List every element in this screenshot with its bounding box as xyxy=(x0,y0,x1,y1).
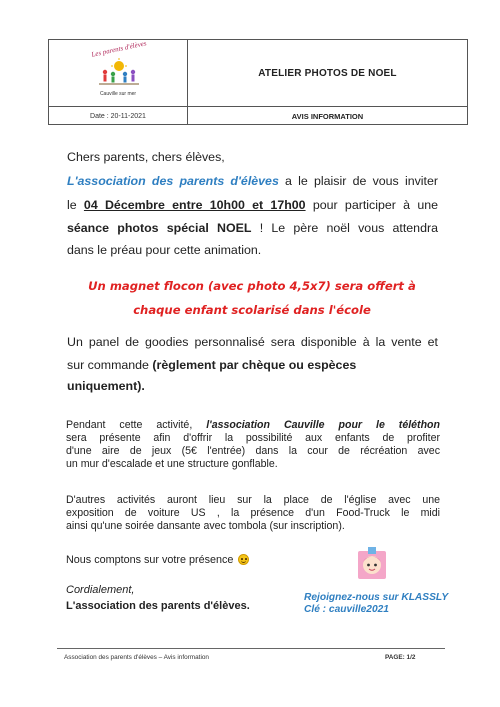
telethon-intro: Pendant cette activité, xyxy=(66,419,207,431)
page-number: PAGE: 1/2 xyxy=(385,654,416,661)
greeting: Chers parents, chers élèves, xyxy=(67,150,225,164)
other-line-3: ainsi qu'une soirée dansante avec tombola (sur inscription). xyxy=(66,520,345,532)
signature: L'association des parents d'élèves. xyxy=(66,600,250,612)
telethon-line-4: un mur d'escalade et une structure gonflable. xyxy=(66,458,278,470)
logo-text: Les parents d'élèves xyxy=(90,39,148,59)
closing: Cordialement, xyxy=(66,584,135,596)
date-label: Date : 20-11-2021 xyxy=(90,113,146,120)
telethon-line-1 xyxy=(66,419,440,432)
event-date: 04 Décembre entre 10h00 et 17h00 xyxy=(83,198,306,212)
invite-le: le xyxy=(67,198,84,212)
notice-label: AVIS INFORMATION xyxy=(291,112,364,121)
footer-divider xyxy=(57,648,445,649)
presence-line xyxy=(66,552,249,568)
invite-line-4: dans le préau pour cette animation. xyxy=(67,243,262,257)
invite-text: a le plaisir de vous inviter xyxy=(278,174,438,188)
invite-line-1 xyxy=(67,173,438,189)
telethon-line-3: d'une aire de jeux (5€ l'entrée) dans la cour de récréation avec xyxy=(66,445,440,457)
telethon-org: l'association Cauville pour le téléthon xyxy=(206,419,441,431)
other-line-1: D'autres activités auront lieu sur la place de l'église avec une xyxy=(66,494,440,506)
event-name: séance photos spécial NOEL xyxy=(67,221,252,235)
magnet-line-2: chaque enfant scolarisé dans l'école xyxy=(133,303,371,317)
header-table xyxy=(48,39,468,125)
klassly-key: Clé : cauville2021 xyxy=(304,604,389,615)
other-activities-paragraph xyxy=(66,494,440,533)
goodies-line-2 xyxy=(67,357,356,373)
invite-rest: ! Le père noël vous attendra xyxy=(251,221,438,235)
invite-pour: pour participer à une xyxy=(305,198,438,212)
magnet-line-1: Un magnet flocon (avec photo 4,5x7) sera offert à xyxy=(88,279,416,293)
invite-line-3 xyxy=(67,220,438,236)
klassly-avatar-icon xyxy=(356,547,388,581)
goodies-text: sur commande xyxy=(67,358,153,372)
logo-figures-icon xyxy=(97,58,141,88)
other-line-2: exposition de voiture US , la présence d'un Food-Truck le midi xyxy=(66,507,440,519)
logo-subtext: Cauville sur mer xyxy=(99,91,137,97)
payment-info: (règlement par chèque ou espèces xyxy=(152,358,357,372)
goodies-line-1: Un panel de goodies personnalisé sera disponible à la vente et xyxy=(67,335,438,349)
presence-text: Nous comptons sur votre présence xyxy=(66,554,234,566)
invite-line-2 xyxy=(67,197,438,213)
org-name: L'association des parents d'élèves xyxy=(67,174,279,188)
smiley-icon xyxy=(238,554,249,565)
page-title: ATELIER PHOTOS DE NOEL xyxy=(258,67,397,79)
logo xyxy=(49,40,187,106)
telethon-line-2: sera présente afin d'offrir la possibilité aux enfants de profiter xyxy=(66,432,440,444)
footer-text: Association des parents d'élèves – Avis information xyxy=(64,654,209,661)
klassly-invite: Rejoignez-nous sur KLASSLY xyxy=(304,592,449,603)
telethon-paragraph xyxy=(66,419,440,471)
goodies-line-3: uniquement). xyxy=(67,379,145,393)
